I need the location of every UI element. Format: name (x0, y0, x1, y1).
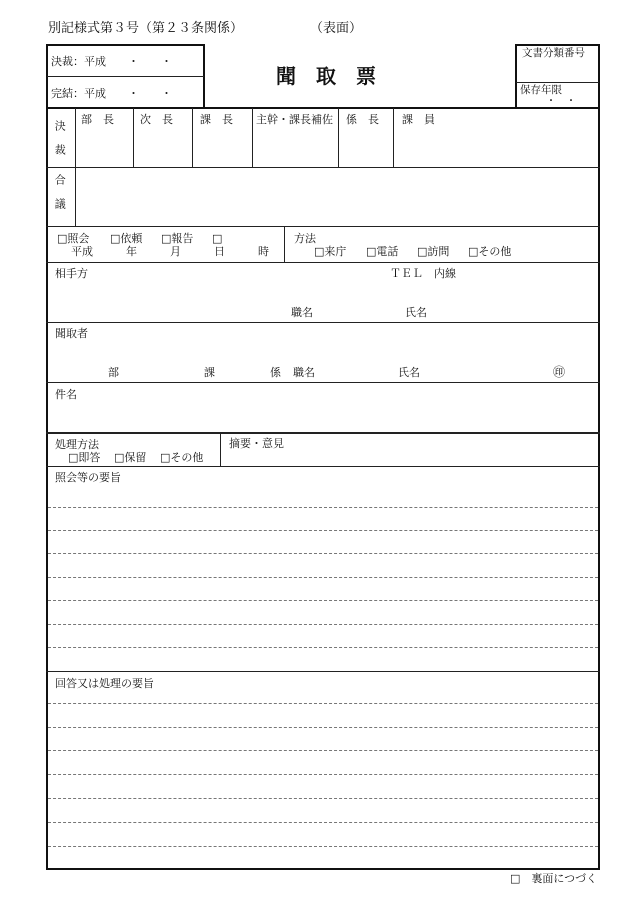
consultation-row-label: 合 議 (53, 174, 67, 210)
subject-label: 件名 (55, 388, 77, 401)
decided-date-label: 決裁：平成 ・ ・ (51, 55, 172, 68)
counterpart-label: 相手方 (55, 267, 88, 280)
method-option-visit-office[interactable]: □来庁 (314, 245, 347, 258)
form-side: （表面） (310, 21, 363, 36)
inquiry-line (48, 553, 598, 554)
inquiry-line (48, 530, 598, 531)
listener-unit: 係 (270, 366, 281, 379)
listener-title-label: 職名 (293, 366, 315, 379)
form-frame (46, 107, 600, 870)
handling-option-pending[interactable]: □保留 (114, 451, 147, 464)
seal-mark: ㊞ (553, 365, 566, 379)
retention-label: 保存年限 (520, 84, 562, 96)
response-line (48, 822, 598, 823)
type-option-inquiry[interactable]: □照会 (57, 232, 90, 245)
continue-note[interactable]: □ 裏面につづく (510, 872, 598, 885)
method-option-phone[interactable]: □電話 (366, 245, 399, 258)
response-line (48, 774, 598, 775)
response-line (48, 727, 598, 728)
method-option-other[interactable]: □その他 (468, 245, 512, 258)
handling-option-immediate[interactable]: □即答 (68, 451, 101, 464)
method-label: 方法 (294, 232, 316, 245)
response-label: 回答又は処理の要旨 (55, 677, 154, 690)
completed-date-label: 完結：平成 ・ ・ (51, 87, 172, 100)
classification-label: 文書分類番号 (522, 47, 585, 59)
form-id: 別記様式第３号（第２３条関係） (48, 21, 244, 36)
col-section-chief: 課 長 (200, 113, 233, 126)
counterpart-tel-label: ＴＥＬ 内線 (390, 267, 456, 280)
handling-option-other[interactable]: □その他 (160, 451, 204, 464)
method-option-house-visit[interactable]: □訪問 (417, 245, 450, 258)
retention-value: ・ ・ (546, 96, 576, 107)
type-option-other[interactable]: □ (212, 232, 223, 245)
listener-section: 課 (204, 366, 215, 379)
inquiry-line (48, 647, 598, 648)
summary-label: 摘要・意見 (229, 437, 284, 450)
response-line (48, 703, 598, 704)
counterpart-name-label: 氏名 (405, 306, 427, 319)
inquiry-line (48, 600, 598, 601)
col-assistant-chief: 主幹・課長補佐 (256, 113, 333, 126)
inquiry-line (48, 624, 598, 625)
type-option-request[interactable]: □依頼 (110, 232, 143, 245)
col-director: 部 長 (81, 113, 114, 126)
listener-label: 聞取者 (55, 327, 88, 340)
listener-name-label: 氏名 (398, 366, 420, 379)
decision-row-label: 決 裁 (53, 120, 67, 156)
col-deputy-director: 次 長 (140, 113, 173, 126)
col-unit-chief: 係 長 (346, 113, 379, 126)
counterpart-title-label: 職名 (291, 306, 313, 319)
handling-label: 処理方法 (55, 438, 99, 451)
type-option-report[interactable]: □報告 (161, 232, 194, 245)
inquiry-line (48, 577, 598, 578)
page-title: 聞 取 票 (276, 64, 376, 88)
col-staff: 課 員 (402, 113, 435, 126)
type-date-row: 平成 年 月 日 時 (71, 245, 269, 258)
response-line (48, 846, 598, 847)
inquiry-line (48, 507, 598, 508)
response-line (48, 798, 598, 799)
listener-dept: 部 (108, 366, 119, 379)
inquiry-label: 照会等の要旨 (55, 471, 121, 484)
response-line (48, 750, 598, 751)
